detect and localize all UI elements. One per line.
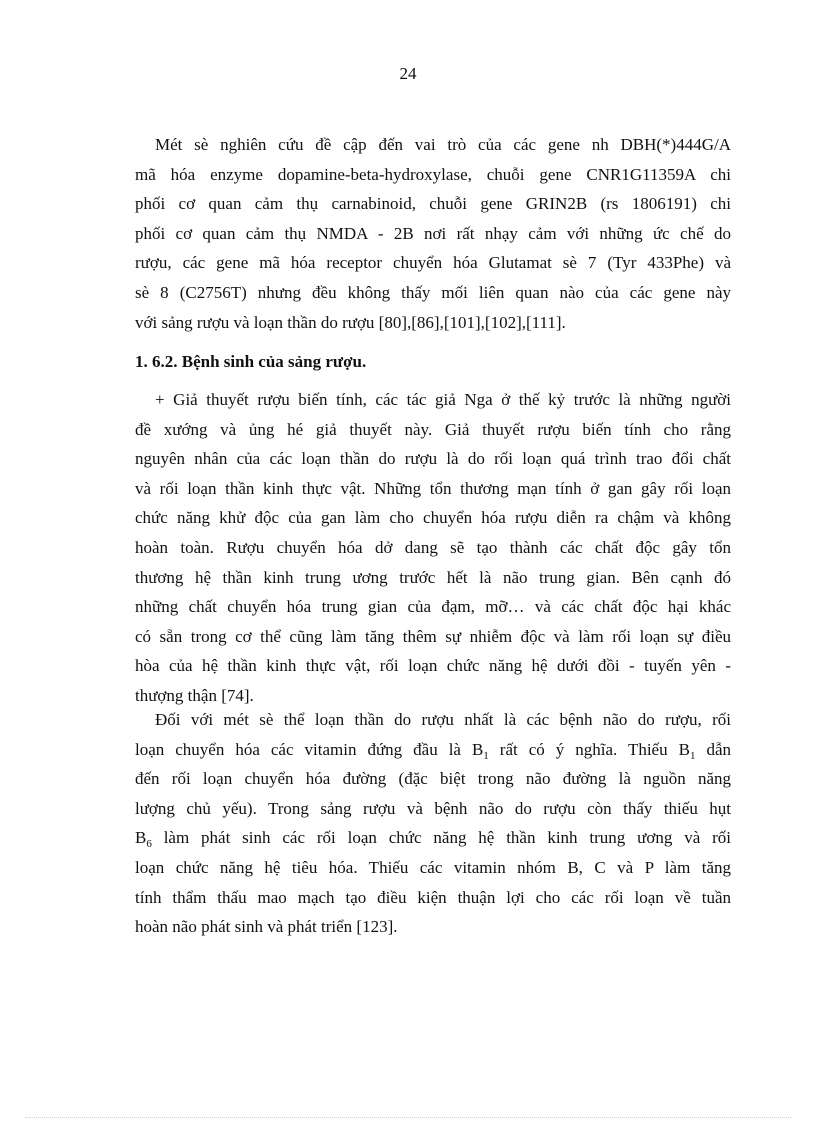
- text-line: đến rối loạn chuyển hóa đường (đặc biệt trong não đường là nguồn năng: [135, 769, 731, 789]
- text-line: chức năng khử độc của gan làm cho chuyển hóa rượu diễn ra chậm và không: [135, 508, 731, 528]
- page-number: 24: [399, 64, 417, 83]
- text-line: nguyên nhân của các loạn thần do rượu là do rối loạn quá trình trao đổi chất: [135, 449, 731, 469]
- text-line: loạn chuyển hóa các vitamin đứng đầu là $B_1$ rất có ý nghĩa. Thiếu $B_1$ dẫn: [135, 739, 731, 762]
- text-line: và rối loạn thần kinh thực vật. Những tổn thương mạn tính ở gan gây rối loạn: [135, 478, 731, 498]
- text-line: phối cơ quan cảm thụ carnabinoid, chuỗi gene GRIN2B (rs 1806191) chi: [135, 194, 731, 214]
- text-line: Đối với mét sè thể loạn thần do rượu nhất là các bệnh não do rượu, rối: [155, 710, 731, 729]
- text-line: tính thẩm thấu mao mạch tạo điều kiện thuận lợi cho các rối loạn về tuần: [135, 887, 731, 907]
- paragraph-gene-research: [135, 130, 731, 337]
- text-line: + Giả thuyết rượu biến tính, các tác giả Nga ở thế kỷ trước là những người: [155, 390, 731, 409]
- text-line: hoàn toàn. Rượu chuyển hóa dở dang sẽ tạo thành các chất độc gây tổn: [135, 537, 731, 557]
- text-line: có sẵn trong cơ thể cũng làm tăng thêm sự nhiễm độc và làm rối loạn sự điều: [135, 626, 731, 646]
- text-line: $B_6$ làm phát sinh các rối loạn chức năng hệ thần kinh trung ương và rối: [135, 828, 731, 851]
- text-line: loạn chức năng hệ tiêu hóa. Thiếu các vitamin nhóm B, C và P làm tăng: [135, 857, 731, 877]
- text-line: thượng thận [74].: [135, 685, 254, 705]
- text-line: hoàn não phát sinh và phát triển [123].: [135, 917, 398, 937]
- text-line: lượng chủ yếu). Trong sảng rượu và bệnh não do rượu còn thấy thiếu hụt: [135, 798, 731, 818]
- paragraph-denatured-alcohol-hypothesis: [135, 385, 731, 711]
- text-line: đề xướng và ủng hé giả thuyết này. Giả thuyết rượu biến tính cho rằng: [135, 419, 731, 439]
- text-line: phối cơ quan cảm thụ NMDA - 2B nơi rất nhạy cảm với những ức chế do: [135, 223, 731, 243]
- text-line: hòa của hệ thần kinh thực vật, rối loạn chức năng hệ dưới đồi - tuyến yên -: [135, 656, 731, 676]
- section-heading: 1. 6.2. Bệnh sinh của sảng rượu.: [135, 352, 367, 371]
- text-line: rượu, các gene mã hóa receptor chuyển hóa Glutamat sè 7 (Tyr 433Phe) và: [135, 253, 731, 273]
- page-bottom-divider: [25, 1117, 791, 1118]
- text-line: với sảng rượu và loạn thần do rượu [80],[86],[101],[102],[111].: [135, 312, 566, 332]
- text-line: thương hệ thần kinh trung ương trước hết là não trung gian. Bên cạnh đó: [135, 567, 731, 587]
- text-line: mã hóa enzyme dopamine-beta-hydroxylase, chuỗi gene CNR1G11359A chi: [135, 164, 731, 184]
- text-line: Mét sè nghiên cứu đề cập đến vai trò của các gene nh DBH(*)444G/A: [155, 135, 731, 154]
- text-line: những chất chuyển hóa trung gian của đạm, mỡ… và các chất độc hại khác: [135, 597, 731, 617]
- paragraph-vitamin-deficiency: [135, 705, 731, 942]
- text-line: sè 8 (C2756T) nhưng đều không thấy mối liên quan nào của các gene này: [135, 282, 731, 302]
